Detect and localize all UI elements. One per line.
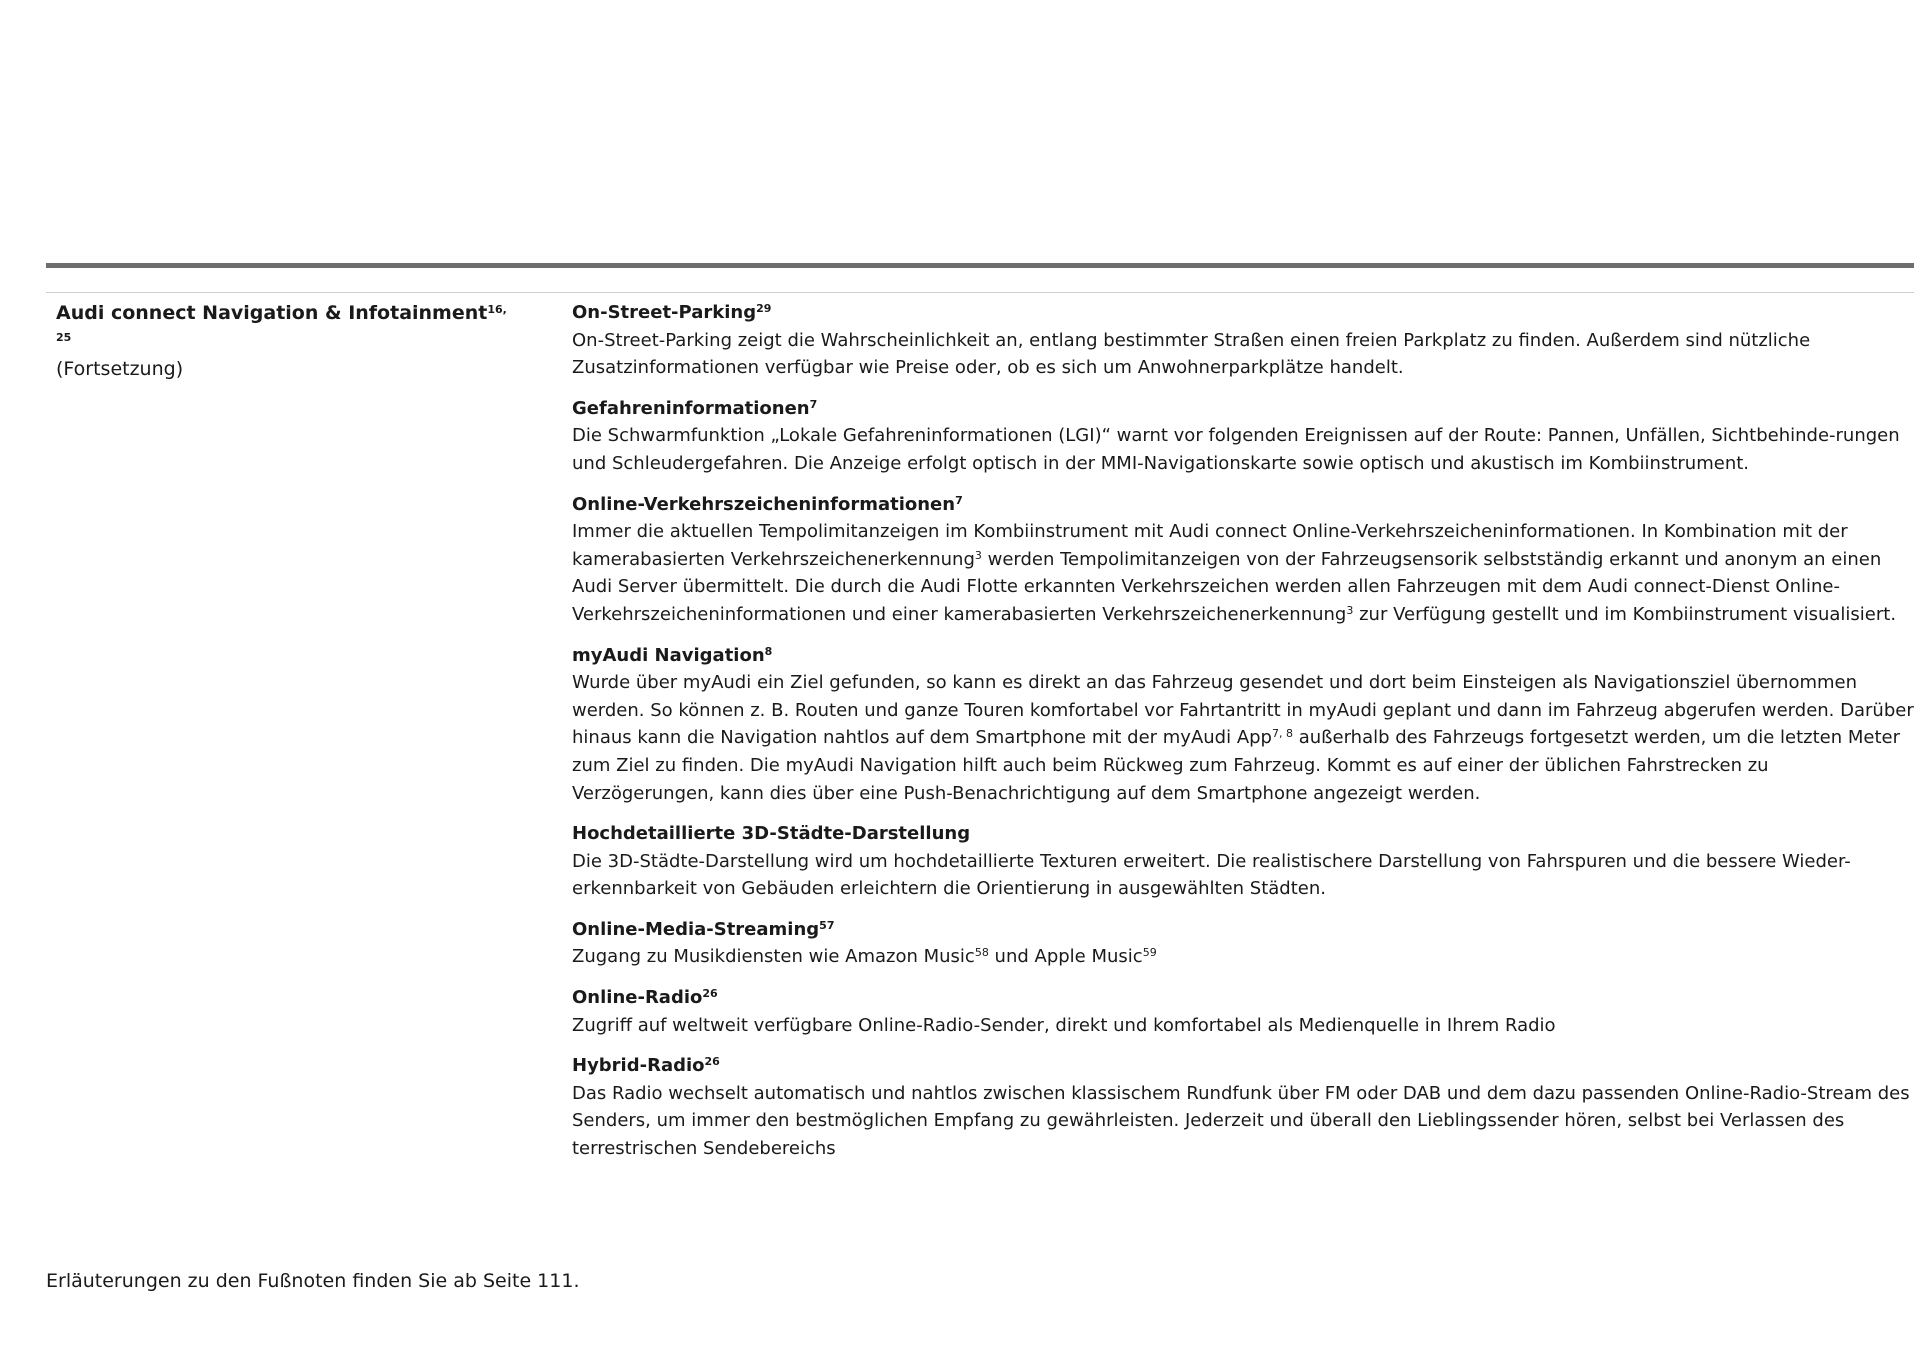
inline-footnote: 58: [974, 946, 989, 960]
feature-section-3d-staedte-darstellung: [572, 820, 1914, 903]
feature-title-text: On-Street-Parking: [572, 302, 757, 323]
feature-section-on-street-parking: [572, 299, 1914, 382]
feature-description-text: Zugang zu Musikdiensten wie Amazon Music: [572, 946, 975, 968]
feature-description: Zugriff auf weltweit verfügbare Online-Radio-Sender, direkt und komfortabel als Medienquelle in Ihrem Radio: [572, 1014, 1556, 1036]
feature-title-footnote: 8: [764, 644, 773, 658]
feature-section-online-radio: [572, 984, 1914, 1039]
feature-title: [572, 916, 1914, 944]
feature-title: [572, 1052, 1914, 1080]
top-divider-thin: [46, 292, 1914, 293]
feature-title: [572, 642, 1914, 670]
inline-footnote: 7, 8: [1272, 727, 1293, 741]
feature-title: [572, 820, 1914, 848]
feature-title-text: Gefahreninformationen: [572, 397, 810, 419]
feature-description-text: und Apple Music: [988, 946, 1143, 968]
feature-description-text: außerhalb des Fahrzeugs fortgesetzt werden, um die letzten Meter zum Ziel zu finden. Die myAudi Navigation hilft auch beim Rückweg zum Fahrzeug. Kommt es auf einer der üblichen Fahrstrecken zu Verzögerungen, kann dies über eine Push-Benachrichtigung auf dem Smartphone angezeigt werden.: [572, 727, 1900, 804]
feature-title-footnote: 57: [819, 918, 835, 932]
feature-title-text: Online-Media-Streaming: [572, 918, 820, 940]
feature-description: On-Street-Parking zeigt die Wahrscheinlichkeit an, entlang bestimmter Straßen einen freien Parkplatz zu finden. Außerdem sind nützliche Zusatzinformationen verfügbar wie Preise oder, ob es sich um Anwohnerparkplätze handelt.: [572, 329, 1811, 379]
category-title: Audi connect Navigation & Infotainment: [56, 302, 488, 324]
category-subtitle: (Fortsetzung): [56, 358, 184, 380]
category-title-footnote: 16, 25: [56, 303, 507, 344]
feature-description: Das Radio wechselt automatisch und nahtlos zwischen klassischem Rundfunk über FM oder DAB und dem dazu passenden Online-Radio-Stream des Senders, um immer den bestmöglichen Empfang zu gewährleisten. Jederzeit und überall den Lieblingssender hören, selbst bei Verlassen des terrestrischen Sendebereichs: [572, 1082, 1910, 1160]
feature-title-footnote: 26: [704, 1055, 720, 1069]
feature-section-online-media-streaming: [572, 916, 1914, 971]
feature-title-text: Online-Verkehrszeicheninformationen: [572, 493, 956, 515]
top-divider-thick: [46, 263, 1914, 268]
feature-section-gefahreninformationen: [572, 395, 1914, 478]
feature-title-footnote: 7: [809, 397, 818, 411]
feature-title-footnote: 26: [702, 987, 718, 1001]
feature-title-text: myAudi Navigation: [572, 644, 765, 666]
inline-footnote: 59: [1142, 946, 1157, 960]
feature-description: [572, 943, 1914, 971]
feature-description-text: zur Verfügung gestellt und im Kombiinstrument visualisiert.: [1353, 603, 1897, 625]
feature-title-footnote: 29: [756, 302, 772, 315]
feature-description: Die Schwarmfunktion „Lokale Gefahreninformationen (LGI)“ warnt vor folgenden Ereignissen auf der Route: Pannen, Unfällen, Sichtbehinde-rungen und Schleudergefahren. Die Anzeige erfolgt optisch in der MMI-Navigationskarte sowie optisch und akustisch im Kombiinstrument.: [572, 425, 1900, 474]
feature-title-text: Hochdetaillierte 3D-Städte-Darstellung: [572, 823, 971, 845]
feature-description-text: werden Tempolimitanzeigen von der Fahrzeugsensorik selbstständig erkannt und anonym an einen Audi Server übermittelt. Die durch die Audi Flotte erkannten Verkehrszeichen werden allen Fahrzeugen mit dem Audi connect-Dienst Online-Verkehrszeicheninformationen und einer kamerabasierten Verkehrszeichenerkennung: [572, 548, 1882, 625]
category-title-line: [56, 299, 516, 355]
feature-description: Die 3D-Städte-Darstellung wird um hochdetaillierte Texturen erweitert. Die realistischere Darstellung von Fahrspuren und die bessere Wieder-erkennbarkeit von Gebäuden erleichtern die Orientierung in ausgewählten Städten.: [572, 850, 1851, 900]
feature-section-online-verkehrszeicheninformationen: [572, 491, 1914, 629]
feature-section-myaudi-navigation: [572, 642, 1914, 808]
feature-description: [572, 518, 1914, 628]
feature-description: [572, 669, 1914, 807]
feature-title: [572, 395, 1914, 423]
feature-title-text: Online-Radio: [572, 987, 703, 1009]
feature-title-footnote: 7: [955, 493, 963, 507]
inline-footnote: 3: [1346, 603, 1354, 617]
inline-footnote: 3: [974, 548, 982, 562]
footnote-reference: Erläuterungen zu den Fußnoten finden Sie ab Seite 111.: [46, 1270, 580, 1292]
feature-title: [572, 491, 1914, 519]
feature-title: [572, 299, 1914, 327]
category-column: [56, 299, 516, 383]
feature-title: [572, 984, 1914, 1012]
feature-title-text: Hybrid-Radio: [572, 1055, 705, 1077]
feature-column: [572, 299, 1914, 1176]
feature-description-text: Wurde über myAudi ein Ziel gefunden, so kann es direkt an das Fahrzeug gesendet und dort beim Einsteigen als Navigationsziel übernommen werden. So können z. B. Routen und ganze Touren komfortabel vor Fahrtantritt in myAudi geplant und dann im Fahrzeug abgerufen werden. Darüber hinaus kann die Navigation nahtlos auf dem Smartphone mit der myAudi App: [572, 672, 1914, 749]
feature-description-text: Immer die aktuellen Tempolimitanzeigen im Kombiinstrument mit Audi connect Online-Verkehrszeicheninformationen. In Kombination mit der kamerabasierten Verkehrszeichenerkennung: [572, 521, 1848, 570]
feature-section-hybrid-radio: [572, 1052, 1914, 1162]
